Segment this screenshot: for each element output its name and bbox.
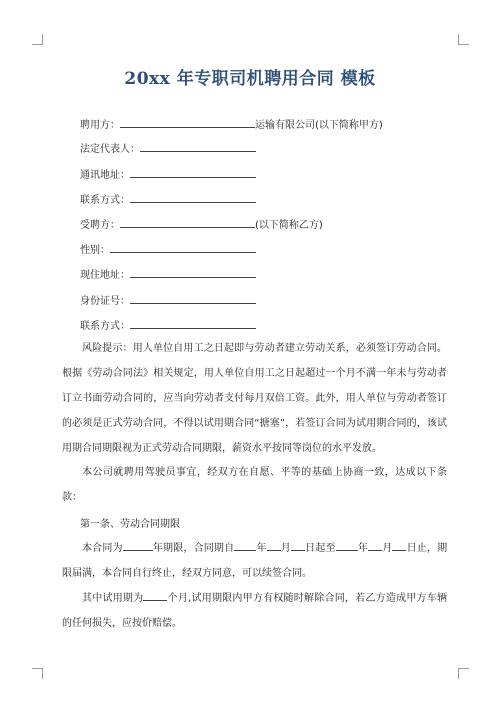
- residence-label: 现住地址：: [80, 270, 130, 281]
- section1-heading: 第一条、劳动合同期限: [80, 519, 180, 530]
- address-field: [80, 166, 256, 183]
- end-day-blank[interactable]: [392, 539, 406, 551]
- residence-field: [80, 266, 256, 283]
- employer-blank[interactable]: [120, 116, 255, 128]
- crop-mark-top-left: [32, 34, 43, 45]
- crop-mark-bottom-right: [458, 668, 469, 679]
- contact1-label: 联系方式：: [80, 195, 130, 206]
- id-blank[interactable]: [130, 292, 256, 304]
- contact2-label: 联系方式：: [80, 321, 130, 332]
- address-blank[interactable]: [130, 166, 256, 178]
- employee-blank[interactable]: [120, 216, 255, 228]
- document-title: 20xx 年专职司机聘用合同 模板: [124, 69, 376, 89]
- gender-blank[interactable]: [110, 241, 256, 253]
- probation-months-blank[interactable]: [143, 589, 167, 601]
- id-field: [80, 292, 256, 309]
- end-month-blank[interactable]: [368, 539, 382, 551]
- term-text-3: 年: [256, 543, 267, 554]
- contact1-field: [80, 191, 256, 208]
- employer-field: [80, 116, 383, 133]
- probation-paragraph: [62, 586, 447, 636]
- legal-rep-blank[interactable]: [140, 140, 256, 152]
- gender-field: [80, 241, 256, 258]
- term-text-5: 日起至: [304, 543, 336, 554]
- probation-text-1: 其中试用期为: [82, 593, 144, 604]
- employee-label: 受聘方：: [80, 220, 120, 231]
- employer-label: 聘用方：: [80, 120, 120, 131]
- term-years-blank[interactable]: [123, 539, 153, 551]
- contact2-field: [80, 317, 256, 334]
- contact1-blank[interactable]: [130, 191, 256, 203]
- legal-rep-label: 法定代表人：: [80, 144, 140, 155]
- probation-text-2: 个月,试用期限内甲方有权随时解除合同，若乙方造成甲方车辆的任何损失，应按价赔偿。: [62, 593, 448, 629]
- contact2-blank[interactable]: [130, 317, 256, 329]
- start-day-blank[interactable]: [291, 539, 305, 551]
- address-label: 通讯地址：: [80, 170, 130, 181]
- gender-label: 性别：: [80, 245, 110, 256]
- crop-mark-top-right: [458, 34, 469, 45]
- term-text-1: 本合同为: [82, 543, 123, 554]
- term-text-4: 月: [280, 543, 291, 554]
- intro-paragraph: 本公司就聘用驾驶员事宜，经双方在自愿、平等的基础上协商一致，达成以下条款：: [62, 467, 447, 503]
- start-month-blank[interactable]: [267, 539, 281, 551]
- employee-suffix: (以下简称乙方): [255, 220, 323, 231]
- crop-mark-bottom-left: [32, 668, 43, 679]
- term-text-7: 月: [382, 543, 393, 554]
- term-text-2: 年期限，合同期自: [152, 543, 235, 554]
- residence-blank[interactable]: [130, 266, 256, 278]
- legal-rep-field: [80, 140, 256, 157]
- end-year-blank[interactable]: [336, 539, 358, 551]
- term-text-8: 日止，期限届满，本合同自行终止，经双方同意，可以续签合同。: [62, 543, 448, 579]
- start-year-blank[interactable]: [234, 539, 256, 551]
- employer-suffix: 运输有限公司(以下简称甲方): [255, 120, 383, 131]
- term-text-6: 年: [357, 543, 369, 554]
- risk-paragraph: 风险提示：用人单位自用工之日起即与劳动者建立劳动关系，必须签订劳动合同。根据《劳动合同法》相关规定，用人单位自用工之日起超过一个月不满一年未与劳动者订立书面劳动合同的，应当向劳动者支付每月双倍工资。此外，用人单位与劳动者签订的必须是正式劳动合同，不得以试用期合同“搪塞”，若签订合同为试用期合同的，该试用期合同期限视为正式劳动合同期限，薪资水平按同等岗位的水平发放。: [62, 343, 447, 454]
- employee-field: [80, 216, 323, 233]
- id-label: 身份证号：: [80, 296, 130, 307]
- term-paragraph: [62, 536, 447, 586]
